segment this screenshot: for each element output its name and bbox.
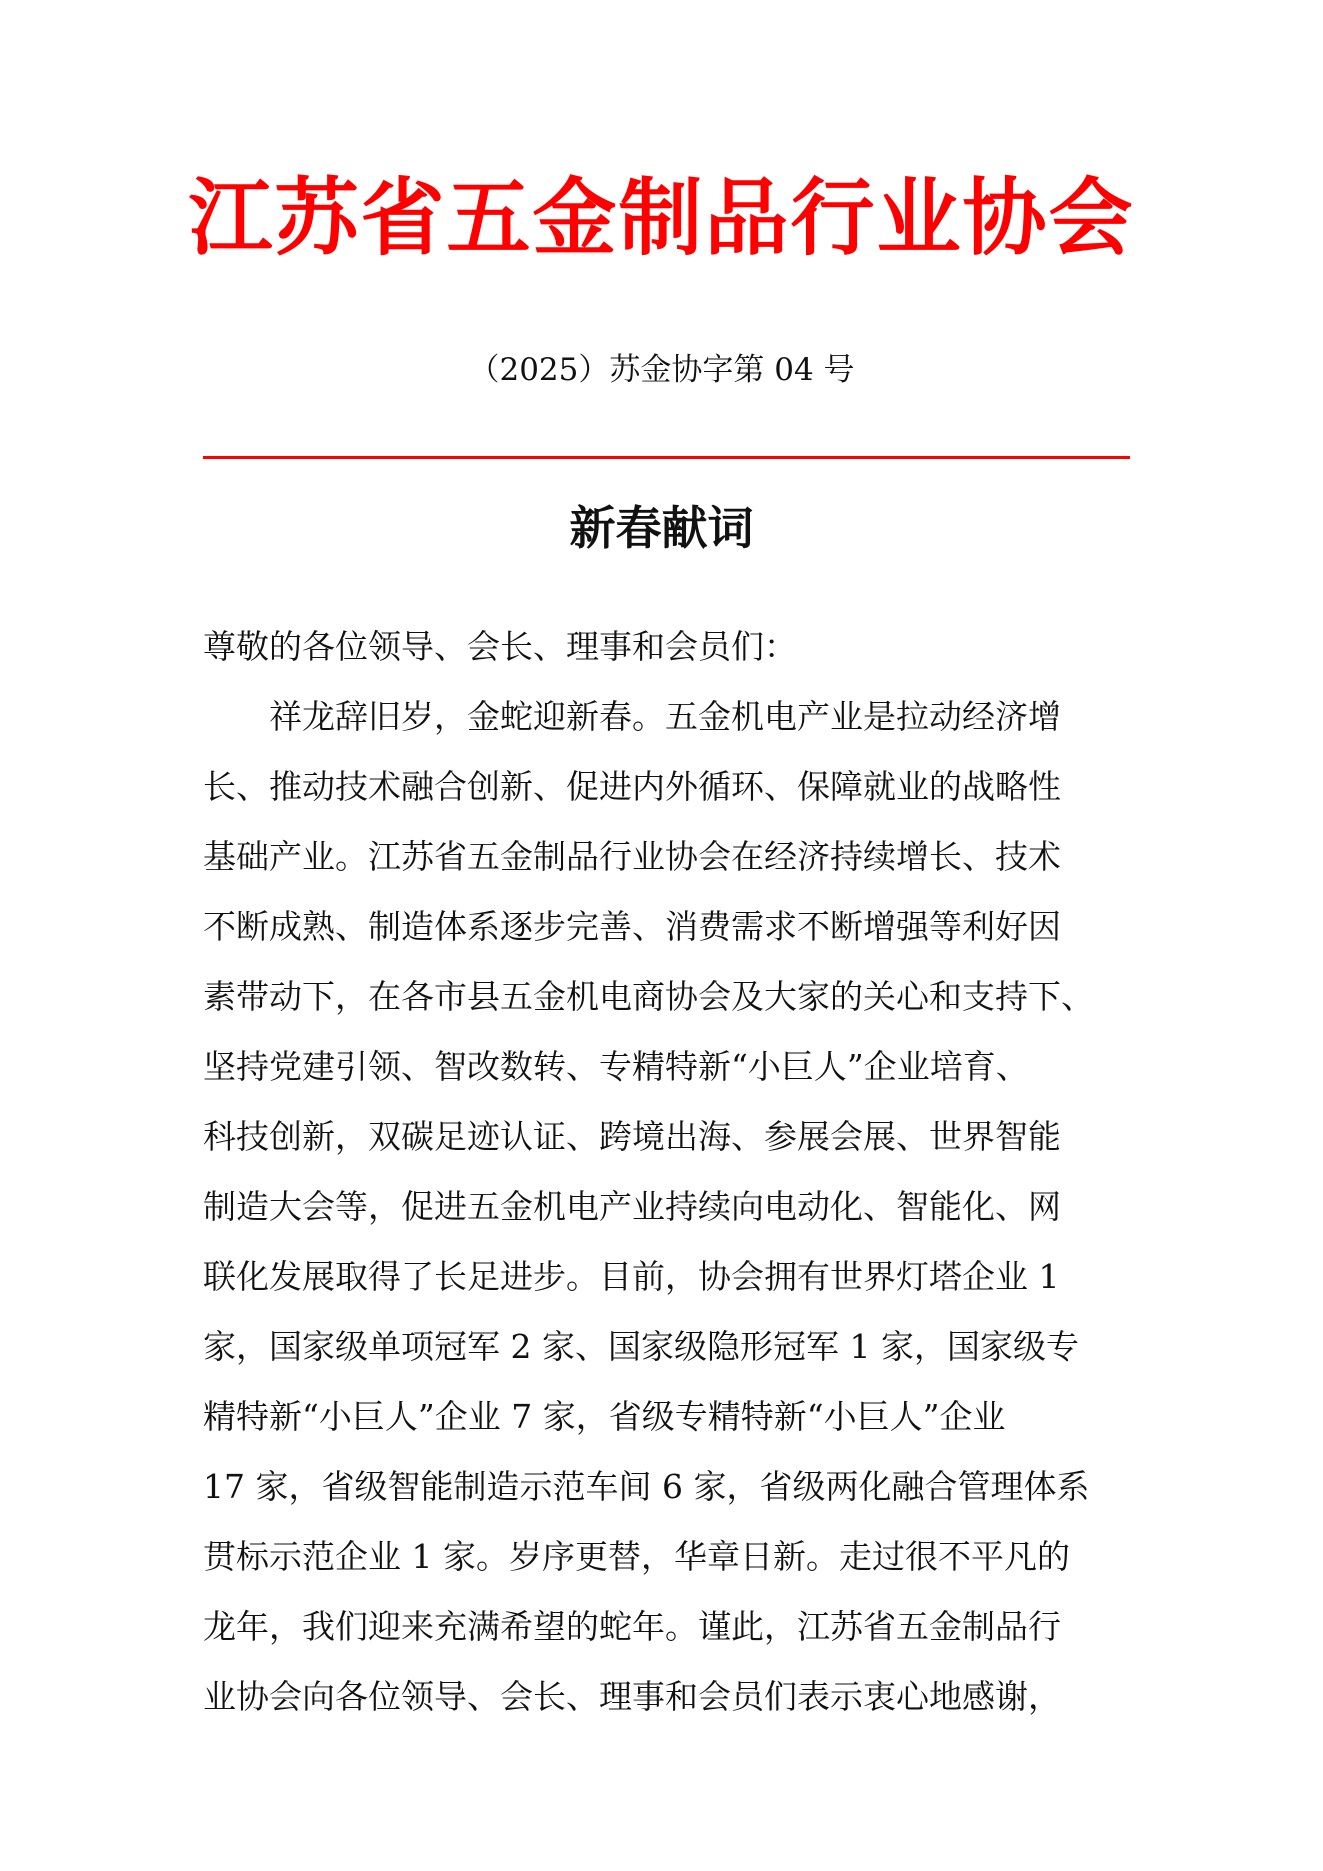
- body-line: 素带动下，在各市县五金机电商协会及大家的关心和支持下、: [203, 977, 1094, 1016]
- body-line: 科技创新，双碳足迹认证、跨境出海、参展会展、世界智能: [203, 1117, 1061, 1156]
- red-divider-rule: [203, 456, 1130, 459]
- body-line: 17 家，省级智能制造示范车间 6 家，省级两化融合管理体系: [203, 1467, 1090, 1506]
- body-line: 祥龙辞旧岁，金蛇迎新春。五金机电产业是拉动经济增: [203, 697, 1061, 736]
- body-line: 基础产业。江苏省五金制品行业协会在经济持续增长、技术: [203, 837, 1061, 876]
- body-line: 制造大会等，促进五金机电产业持续向电动化、智能化、网: [203, 1187, 1061, 1226]
- body-line: 贯标示范企业 1 家。岁序更替，华章日新。走过很不平凡的: [203, 1537, 1070, 1576]
- body-line: 业协会向各位领导、会长、理事和会员们表示衷心地感谢，: [203, 1677, 1061, 1716]
- body-line: 长、推动技术融合创新、促进内外循环、保障就业的战略性: [203, 767, 1061, 806]
- body-line: 不断成熟、制造体系逐步完善、消费需求不断增强等利好因: [203, 907, 1061, 946]
- organization-title: 江苏省五金制品行业协会: [188, 168, 1135, 267]
- body-line: 联化发展取得了长足进步。目前，协会拥有世界灯塔企业 1: [203, 1257, 1060, 1296]
- document-title: 新春献词: [569, 501, 754, 555]
- salutation: 尊敬的各位领导、会长、理事和会员们：: [203, 627, 797, 666]
- body-line: 家，国家级单项冠军 2 家、国家级隐形冠军 1 家，国家级专: [203, 1327, 1079, 1366]
- body-line: 坚持党建引领、智改数转、专精特新“小巨人”企业培育、: [203, 1047, 1029, 1086]
- body-line: 精特新“小巨人”企业 7 家，省级专精特新“小巨人”企业: [203, 1397, 1006, 1436]
- body-line: 龙年，我们迎来充满希望的蛇年。谨此，江苏省五金制品行: [203, 1607, 1061, 1646]
- document-number: （2025）苏金协字第 04 号: [468, 352, 855, 388]
